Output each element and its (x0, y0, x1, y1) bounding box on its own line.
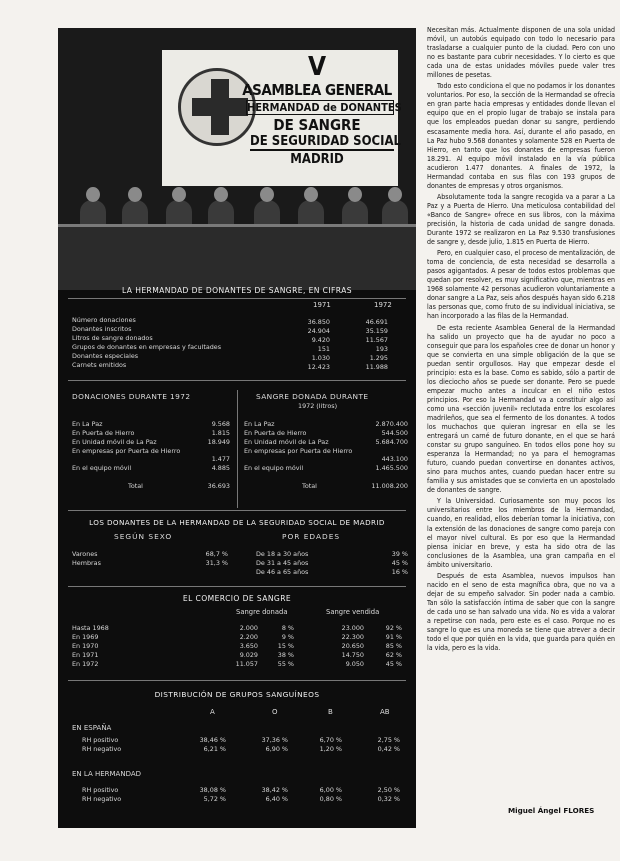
cifras-title: LA HERMANDAD DE DONANTES DE SANGRE, EN CIFRAS (122, 286, 352, 295)
comercio-label: En 1972 (72, 660, 99, 668)
article-paragraph: Absolutamente toda la sangre recogida va a parar a La Paz y a Puerta de Hierro. Una meticulosa contabilidad del «Banco de Sangre» ofrece en sus libros, con la máxima precisión, la historia de cada unidad de sangre donada. Durante 1972 se realizaron en La Paz 9.530 transfusiones de sangre y, desde julio, 1.815 en Puerta de Hierro. (427, 192, 615, 247)
grupo-value: 38,46 % (199, 736, 226, 744)
grupos-title: DISTRIBUCIÓN DE GRUPOS SANGUÍNEOS (154, 690, 320, 699)
comercio-col-vendida: Sangre vendida (326, 608, 380, 616)
grupo-value: 6,40 % (265, 795, 288, 803)
table-row: Grupos de donantes en empresas y facultades 151 193 (72, 343, 388, 353)
comercio-percent: 62 % (385, 651, 402, 659)
grupo-value: 37,36 % (261, 736, 288, 744)
comercio-value: 11.057 (235, 660, 258, 668)
sangre-value: 443.100 (381, 455, 408, 463)
comercio-label: En 1969 (72, 633, 99, 641)
edad-label: De 18 a 30 años (256, 550, 309, 558)
donacion-value: 18.949 (207, 438, 230, 446)
donacion-label: En Unidad móvil de La Paz (72, 438, 157, 446)
edad-value: 45 % (391, 559, 408, 567)
article-paragraph: Pero, en cualquier caso, el proceso de mentalización, de toma de conciencia, de esta necesidad se desarrolla a pasos agigantados. A pesar de todos estos problemas que quedan por resolver, es muy significativo que, mientras en 1968 solamente 42 personas acudieron voluntariamente a donar sangre a La Paz, seis años después hayan sido 6.218 las personas que, como fruto de su individual iniciativa, se han incorporado a las filas de la Hermandad. (427, 249, 615, 321)
grupo-value: 6,70 % (319, 736, 342, 744)
grupo-value: 38,42 % (261, 786, 288, 794)
edad-label: De 31 a 45 años (256, 559, 309, 567)
grupo-value: 38,08 % (199, 786, 226, 794)
sangre-value: 1.465.500 (375, 464, 408, 472)
sangre-label: En el equipo móvil (244, 464, 304, 472)
rh-label: RH negativo (82, 745, 122, 753)
edad-value: 39 % (391, 550, 408, 558)
assembly-photo (58, 28, 416, 290)
sexo-value: 68,7 % (205, 550, 228, 558)
donacion-value: 1.815 (211, 429, 230, 437)
comercio-percent: 85 % (385, 642, 402, 650)
comercio-percent: 38 % (277, 651, 294, 659)
banner-line-1: V (307, 52, 327, 82)
sangre-donada-subtitle: 1972 (litros) (298, 402, 338, 410)
sangre-value: 5.684.700 (375, 438, 408, 446)
rh-label: RH positivo (82, 736, 119, 744)
donantes-title: LOS DONANTES DE LA HERMANDAD DE LA SEGURIDAD SOCIAL DE MADRID (89, 518, 385, 527)
grupo-value: 2,50 % (377, 786, 400, 794)
author-signature: Miguel Ángel FLORES (508, 806, 595, 815)
donacion-label: En empresas por Puerta de Hierro (72, 447, 181, 455)
comercio-label: En 1970 (72, 642, 99, 650)
grupo-value: 0,42 % (377, 745, 400, 753)
grupos-section-hermandad: EN LA HERMANDAD (72, 770, 142, 778)
comercio-value: 23.000 (341, 624, 364, 632)
donacion-label: En La Paz (72, 420, 103, 428)
comercio-value: 20.650 (341, 642, 364, 650)
table-row: Carnets emitidos 12.423 11.988 (72, 361, 388, 371)
comercio-percent: 91 % (385, 633, 402, 641)
sexo-label: Varones (72, 550, 98, 558)
article-paragraph: Después de esta Asamblea, nuevos impulsos han nacido en el seno de esta magnífica obra, que no va a dejar de su empeño salvador. Sin poder nada a cambio. Tan sólo la satisfacción íntima de saber que con la sangre de cada uno se han salvado una vida. No es vida a valorar a repetirse con nada, pero este es el caso. Porque no es sangre lo que es una moneda se tiene que atrever a decir todo el que por quién en la vida, que guarda para quién en la vida, pero es la vida. (427, 571, 615, 653)
grupo-header-ab: AB (380, 708, 390, 716)
donacion-value: 4.885 (211, 464, 230, 472)
donacion-value: 9.568 (211, 420, 230, 428)
sangre-value: 544.500 (381, 429, 408, 437)
comercio-value: 22.300 (341, 633, 364, 641)
grupo-value: 0,80 % (319, 795, 342, 803)
comercio-value: 9.050 (345, 660, 364, 668)
table-row: Número donaciones 36.850 46.691 (72, 316, 388, 326)
edad-value: 16 % (391, 568, 408, 576)
comercio-value: 3.650 (239, 642, 258, 650)
donacion-total-value: 36.693 (207, 482, 230, 490)
comercio-percent: 55 % (277, 660, 294, 668)
donacion-value: 1.477 (211, 455, 230, 463)
table-row: Donantes inscritos 24.904 35.159 (72, 325, 388, 335)
donacion-total-label: Total (128, 482, 143, 490)
por-edades-header: POR EDADES (282, 532, 341, 541)
sexo-label: Hembras (72, 559, 101, 567)
donacion-label: En Puerta de Hierro (72, 429, 135, 437)
sangre-label: En La Paz (244, 420, 275, 428)
article-paragraph: De esta reciente Asamblea General de la Hermandad ha salido un proyecto que ha de ayudar no poco a conseguir que para los españoles cree de donar un honor y que se convierta en una simple obligación de la que se puedan sentir orgullosos. Hay que empezar desde el principio: esta es la base. Como es sabido, sólo a partir de los dieciocho años se puede ser donante. Pero se puede empezar mucho antes a inculcar en el niño estos principios. Por eso la Hermandad va a constituir algo así como una «sección juvenil» reclutada entre los escolares madrileños, que sea el fermento de los donantes. A todos los muchachos que quieran ingresar en ella se les entregará un carné de futuro donante, en el que se hará constar su grupo sanguíneo. En todos ellos pone hoy su esperanza la Hermandad; no ya para el hemogramas futuro, cuando puedan convertirse en donantes activos, sino para muchos antes, cuando puedan hacer entre su familia y sus amistades que se convierta en un apostolado de donantes de sangre. (427, 323, 615, 495)
comercio-col-donada: Sangre donada (236, 608, 288, 616)
banner-line-2: ASAMBLEA GENERAL (242, 81, 392, 99)
sangre-label: En empresas por Puerta de Hierro (244, 447, 353, 455)
grupo-value: 6,21 % (203, 745, 226, 753)
sangre-value: 2.870.400 (375, 420, 408, 428)
divider (68, 298, 406, 299)
comercio-value: 2.200 (239, 633, 258, 641)
article-paragraph: Y la Universidad. Curiosamente son muy pocos los universitarios entre los miembros de la Hermandad, cuando, en realidad, ellos deberían tomar la iniciativa, con la extensión de las donaciones de sangre como pareja con el mayor nivel cultural. Es por eso que la Hermandad piensa iniciar en breve, y esta ha sido otra de las conclusiones de la Asamblea, una gran campaña en el ámbito universitario. (427, 497, 615, 569)
banner-line-3: HERMANDAD de DONANTES (247, 101, 402, 114)
grupo-value: 2,75 % (377, 736, 400, 744)
comercio-percent: 8 % (281, 624, 294, 632)
divider (68, 510, 406, 511)
grupo-value: 1,20 % (319, 745, 342, 753)
donaciones-title: DONACIONES DURANTE 1972 (72, 392, 191, 401)
year-header-1972: 1972 (374, 301, 392, 309)
comercio-value: 14.750 (341, 651, 364, 659)
article-paragraph: Todo esto condiciona el que no podamos ir los donantes voluntarios. Por eso, la sección de la Hermandad se ofrecía en gran parte hacia empresas y entidades donde llevan el equipo que en el propio lugar de trabajo se instala para que los empleados puedan donar su sangre, perdiendo escasamente media hora. Así, durante el año pasado, en La Paz hubo 9.568 donantes y solamente 528 en Puerta de Hierro, en tanto que los donantes de empresas fueron 18.291. Al equipo móvil instalado en la vía pública acudieron 1.477 donantes. A finales de 1972, la Hermandad contaba en sus filas con 193 grupos de donantes de empresas y otros organismos. (427, 82, 615, 190)
assembly-banner (162, 50, 402, 186)
presidential-table (58, 224, 416, 290)
banner-line-4: DE SANGRE (273, 116, 361, 134)
year-header-1971: 1971 (313, 301, 331, 309)
grupo-header-a: A (210, 708, 215, 716)
comercio-value: 9.029 (239, 651, 258, 659)
edad-label: De 46 a 65 años (256, 568, 309, 576)
comercio-value: 2.000 (239, 624, 258, 632)
grupo-value: 6,90 % (265, 745, 288, 753)
table-row: Litros de sangre donados 9.420 11.567 (72, 334, 388, 344)
comercio-label: En 1971 (72, 651, 99, 659)
rh-label: RH negativo (82, 795, 122, 803)
grupo-header-o: O (272, 708, 278, 716)
banner-line-5: DE SEGURIDAD SOCIAL (250, 134, 401, 149)
grupo-value: 5,72 % (203, 795, 226, 803)
comercio-percent: 9 % (281, 633, 294, 641)
segun-sexo-header: SEGÚN SEXO (114, 532, 173, 541)
divider (68, 586, 406, 587)
sexo-value: 31,3 % (205, 559, 228, 567)
divider (68, 680, 406, 681)
banner-line-6: MADRID (290, 152, 344, 167)
grupos-section-espana: EN ESPAÑA (72, 724, 112, 732)
column-divider (237, 390, 238, 508)
sangre-total-label: Total (302, 482, 317, 490)
divider (68, 380, 406, 381)
comercio-title: EL COMERCIO DE SANGRE (182, 594, 292, 603)
sangre-total-value: 11.008.200 (371, 482, 408, 490)
sangre-label: En Puerta de Hierro (244, 429, 307, 437)
statistics-panel (58, 28, 416, 828)
comercio-percent: 45 % (385, 660, 402, 668)
comercio-percent: 15 % (277, 642, 294, 650)
comercio-percent: 92 % (385, 624, 402, 632)
rh-label: RH positivo (82, 786, 119, 794)
grupo-header-b: B (328, 708, 333, 716)
grupo-value: 0,32 % (377, 795, 400, 803)
sangre-label: En Unidad móvil de La Paz (244, 438, 329, 446)
grupo-value: 6,00 % (319, 786, 342, 794)
sangre-donada-title: SANGRE DONADA DURANTE (256, 392, 369, 401)
table-row: Donantes especiales 1.030 1.295 (72, 352, 388, 362)
article-body (427, 26, 615, 655)
comercio-label: Hasta 1968 (72, 624, 109, 632)
article-paragraph: Necesitan más. Actualmente disponen de una sola unidad móvil, un autobús equipado con todo lo necesario para trasladarse a cualquier punto de la ciudad. Pero con uno no es bastante para cubrir necesidades. Y lo cierto es que cada una de estas unidades móviles puede valer tres millones de pesetas. (427, 26, 615, 80)
donacion-label: En el equipo móvil (72, 464, 132, 472)
